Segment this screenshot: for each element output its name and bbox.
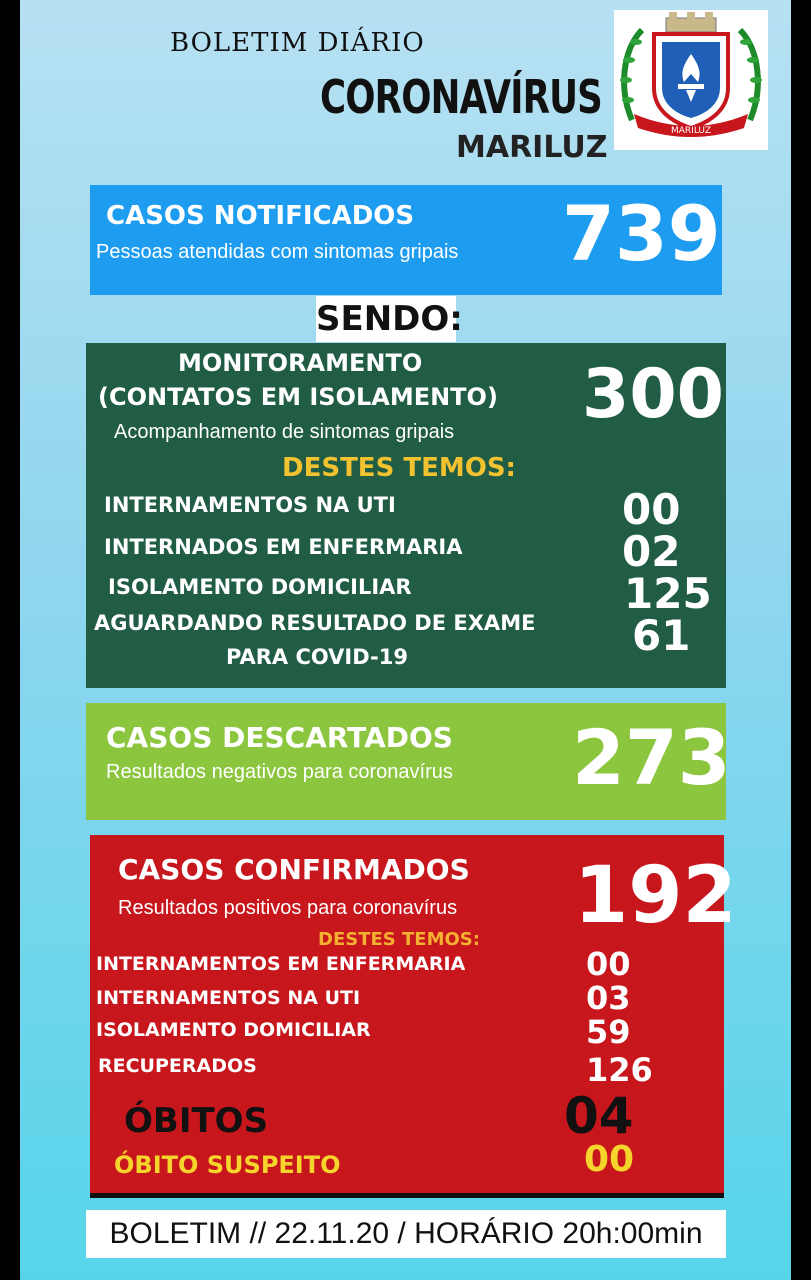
monitoring-title-line2: (CONTATOS EM ISOLAMENTO) xyxy=(98,383,498,411)
confirmed-cases-panel xyxy=(90,835,737,1198)
confirmed-row-value: 126 xyxy=(586,1051,653,1089)
deaths-value: 04 xyxy=(564,1087,634,1145)
confirmed-row-label: ISOLAMENTO DOMICILIAR xyxy=(96,1019,371,1041)
monitoring-destes-label: DESTES TEMOS: xyxy=(282,453,516,483)
monitoring-value: 300 xyxy=(582,355,724,434)
monitoring-row-label: AGUARDANDO RESULTADO DE EXAME xyxy=(94,611,536,635)
discarded-cases-subtitle: Resultados negativos para coronavírus xyxy=(106,761,453,783)
confirmed-row-value: 00 xyxy=(586,945,631,983)
monitoring-panel xyxy=(86,343,726,688)
bulletin-small-title: BOLETIM DIÁRIO xyxy=(170,28,425,58)
confirmed-row-value: 59 xyxy=(586,1013,631,1051)
monitoring-title: MONITORAMENTO xyxy=(178,349,423,377)
confirmed-row-value: 03 xyxy=(586,979,631,1017)
discarded-cases-value: 273 xyxy=(572,713,731,802)
monitoring-row-value: 61 xyxy=(632,611,691,660)
confirmed-cases-value: 192 xyxy=(574,851,737,941)
confirmed-cases-title: CASOS CONFIRMADOS xyxy=(118,853,470,886)
monitoring-subtitle: Acompanhamento de sintomas gripais xyxy=(114,421,455,443)
confirmed-destes-label: DESTES TEMOS: xyxy=(318,929,480,950)
city-coat-of-arms-logo xyxy=(614,10,768,150)
bulletin-page xyxy=(20,0,791,1280)
monitoring-row-value: 00 xyxy=(622,485,681,534)
bulletin-title: CORONAVÍRUS xyxy=(320,70,602,124)
confirmed-row-label: INTERNAMENTOS EM ENFERMARIA xyxy=(96,953,466,975)
confirmed-row-label: RECUPERADOS xyxy=(98,1055,257,1077)
notified-cases-value: 739 xyxy=(562,189,721,278)
confirmed-cases-subtitle: Resultados positivos para coronavírus xyxy=(118,897,458,919)
deaths-label: ÓBITOS xyxy=(124,1101,269,1141)
monitoring-row-label: ISOLAMENTO DOMICILIAR xyxy=(108,575,412,599)
monitoring-row-label: INTERNADOS EM ENFERMARIA xyxy=(104,535,463,559)
notified-cases-panel xyxy=(90,185,722,295)
discarded-cases-panel xyxy=(86,703,731,820)
monitoring-row-value: 02 xyxy=(622,527,681,576)
discarded-cases-title: CASOS DESCARTADOS xyxy=(106,721,453,754)
notified-cases-subtitle: Pessoas atendidas com sintomas gripais xyxy=(96,241,459,263)
notified-cases-title: CASOS NOTIFICADOS xyxy=(106,201,415,231)
monitoring-row-label-line2: PARA COVID-19 xyxy=(226,645,408,669)
suspected-death-label: ÓBITO SUSPEITO xyxy=(114,1151,341,1179)
sendo-label: SENDO: xyxy=(316,296,456,342)
confirmed-row-label: INTERNAMENTOS NA UTI xyxy=(96,987,361,1009)
logo-ribbon-text: MARILUZ xyxy=(671,126,711,136)
city-name: MARILUZ xyxy=(456,130,608,165)
bulletin-footer: BOLETIM // 22.11.20 / HORÁRIO 20h:00min xyxy=(86,1210,726,1258)
monitoring-row-value: 125 xyxy=(624,569,712,618)
suspected-death-value: 00 xyxy=(584,1139,635,1180)
monitoring-row-label: INTERNAMENTOS NA UTI xyxy=(104,493,396,517)
